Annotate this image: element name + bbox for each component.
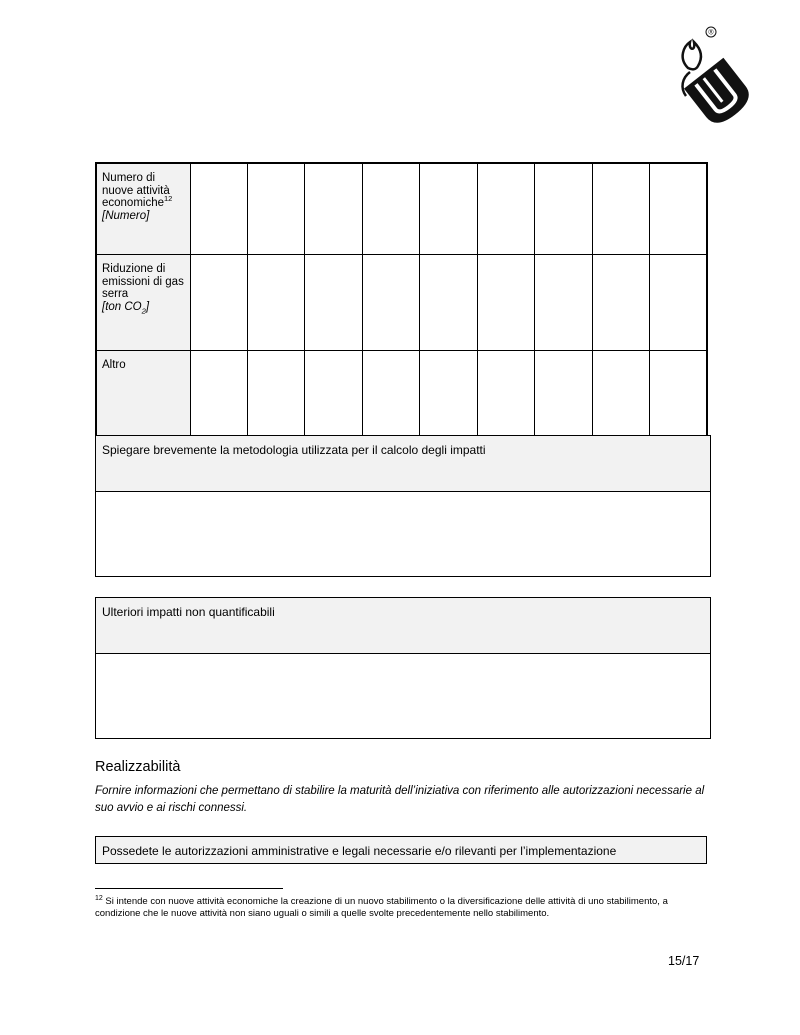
table-cell[interactable]	[420, 255, 477, 351]
table-cell[interactable]	[650, 163, 708, 255]
unquantifiable-impacts-answer-field[interactable]	[96, 654, 710, 738]
footnote	[95, 896, 715, 919]
table-cell[interactable]	[592, 255, 649, 351]
table-cell[interactable]	[535, 163, 592, 255]
table-cell[interactable]	[305, 163, 362, 255]
table-cell[interactable]	[190, 255, 247, 351]
table-cell[interactable]	[420, 351, 477, 448]
row-label-new-activities: Numero di nuove attività economiche$^{12}$ [Numero]	[96, 163, 190, 255]
methodology-answer-field[interactable]	[96, 492, 710, 576]
table-cell[interactable]	[190, 351, 247, 448]
table-cell[interactable]	[535, 351, 592, 448]
methodology-box	[95, 435, 711, 577]
table-cell[interactable]	[592, 163, 649, 255]
section-description: Fornire informazioni che permettano di stabilire la maturità dell’iniziativa con riferimento alle autorizzazioni necessarie al suo avvio e ai rischi connessi.	[95, 785, 705, 814]
unquantifiable-impacts-prompt: Ulteriori impatti non quantificabili	[96, 598, 710, 654]
table-cell[interactable]	[477, 255, 534, 351]
authorizations-prompt: Possedete le autorizzazioni amministrative e legali necessarie e/o rilevanti per l’implementazione	[95, 836, 707, 864]
table-cell[interactable]	[592, 351, 649, 448]
impacts-table	[95, 162, 708, 448]
table-cell[interactable]	[247, 255, 304, 351]
table-cell[interactable]	[190, 163, 247, 255]
table-cell[interactable]	[650, 351, 708, 448]
table-cell[interactable]	[477, 163, 534, 255]
footnote-text: Si intende con nuove attività economiche la creazione di un nuovo stabilimento o la diversificazione delle attività di uno stabilimento, a condizione che le nuove attività non siano uguali o simili a quelle svolte precedentemente nello stabilimento.	[95, 896, 668, 919]
table-cell[interactable]	[477, 351, 534, 448]
table-cell[interactable]	[305, 351, 362, 448]
table-row	[96, 255, 707, 351]
organization-logo	[668, 22, 760, 134]
page-number: 15/17	[668, 954, 700, 968]
table-row	[96, 163, 707, 255]
footnote-number: 12	[95, 894, 103, 902]
footnote-divider	[95, 888, 283, 889]
table-row	[96, 351, 707, 448]
registered-mark: ®	[708, 29, 714, 37]
table-cell[interactable]	[247, 351, 304, 448]
row-label-other: Altro	[96, 351, 190, 448]
table-cell[interactable]	[535, 255, 592, 351]
table-cell[interactable]	[362, 255, 419, 351]
table-cell[interactable]	[305, 255, 362, 351]
table-cell[interactable]	[247, 163, 304, 255]
row-label-emissions: Riduzione di emissioni di gas serra [ton $CO_2$]	[96, 255, 190, 351]
table-cell[interactable]	[650, 255, 708, 351]
methodology-prompt: Spiegare brevemente la metodologia utilizzata per il calcolo degli impatti	[96, 436, 710, 492]
unquantifiable-impacts-box	[95, 597, 711, 739]
table-cell[interactable]	[420, 163, 477, 255]
section-title: Realizzabilità	[95, 759, 181, 775]
logo-flame	[683, 42, 701, 69]
table-cell[interactable]	[362, 351, 419, 448]
table-cell[interactable]	[362, 163, 419, 255]
